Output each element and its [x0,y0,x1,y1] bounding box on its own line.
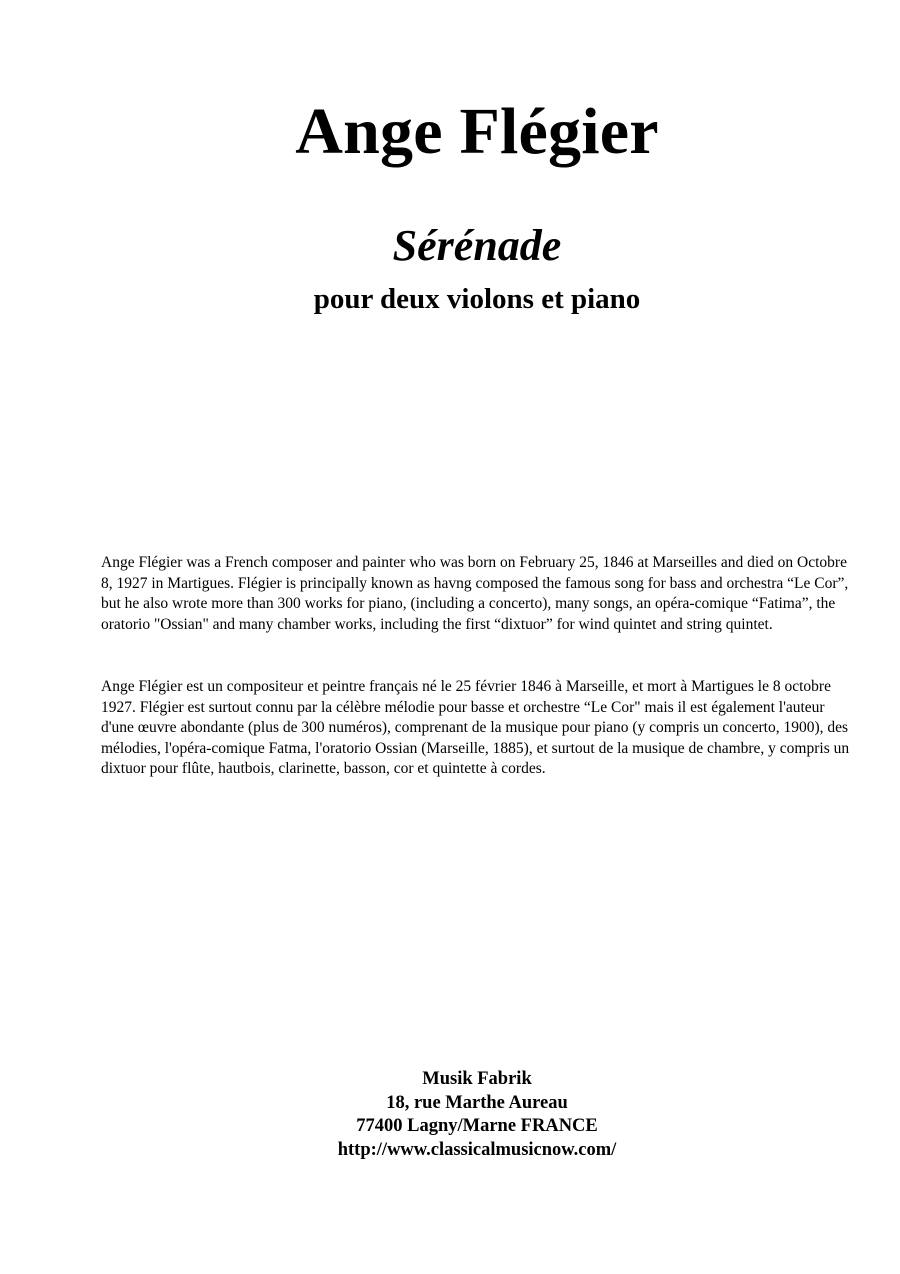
composer-name: Ange Flégier [295,95,659,168]
work-title: Sérénade [392,221,562,270]
publisher-city: 77400 Lagny/Marne FRANCE [356,1116,598,1136]
publisher-street: 18, rue Marthe Aureau [386,1092,568,1113]
publisher-website: http://www.classicalmusicnow.com/ [337,1139,617,1160]
work-subtitle: pour deux violons et piano [313,283,641,315]
biography-french: Ange Flégier est un compositeur et peintre français né le 25 février 1846 à Marseille, et mort à Martigues le 8 octobre 1927. Flégier est surtout connu par la célèbre mélodie pour basse et orchestre “Le Cor" mais il est également l'auteur d'une œuvre abondante (plus de 300 numéros), comprenant de la musique pour piano (y compris un concerto, 1900), des mélodies, l'opéra-comique Fatma, l'oratorio Ossian (Marseille, 1885), et surtout de la musique de chambre, y compris un dixtuor pour flûte, hautbois, clarinette, basson, cor et quintette à cordes. [101,678,850,778]
publisher-name: Musik Fabrik [422,1069,532,1089]
biography-english: Ange Flégier was a French composer and painter who was born on February 25, 1846 at Marseilles and died on Octobre 8, 1927 in Martigues. Flégier is principally known as havng composed the famous song for bass and orchestra “Le Cor”, but he also wrote more than 300 works for piano, (including a concerto), many songs, an opéra-comique “Fatima”, the oratorio "Ossian" and many chamber works, including the first “dixtuor” for wind quintet and string quintet. [101,554,849,633]
publisher-block [0,1068,900,1162]
